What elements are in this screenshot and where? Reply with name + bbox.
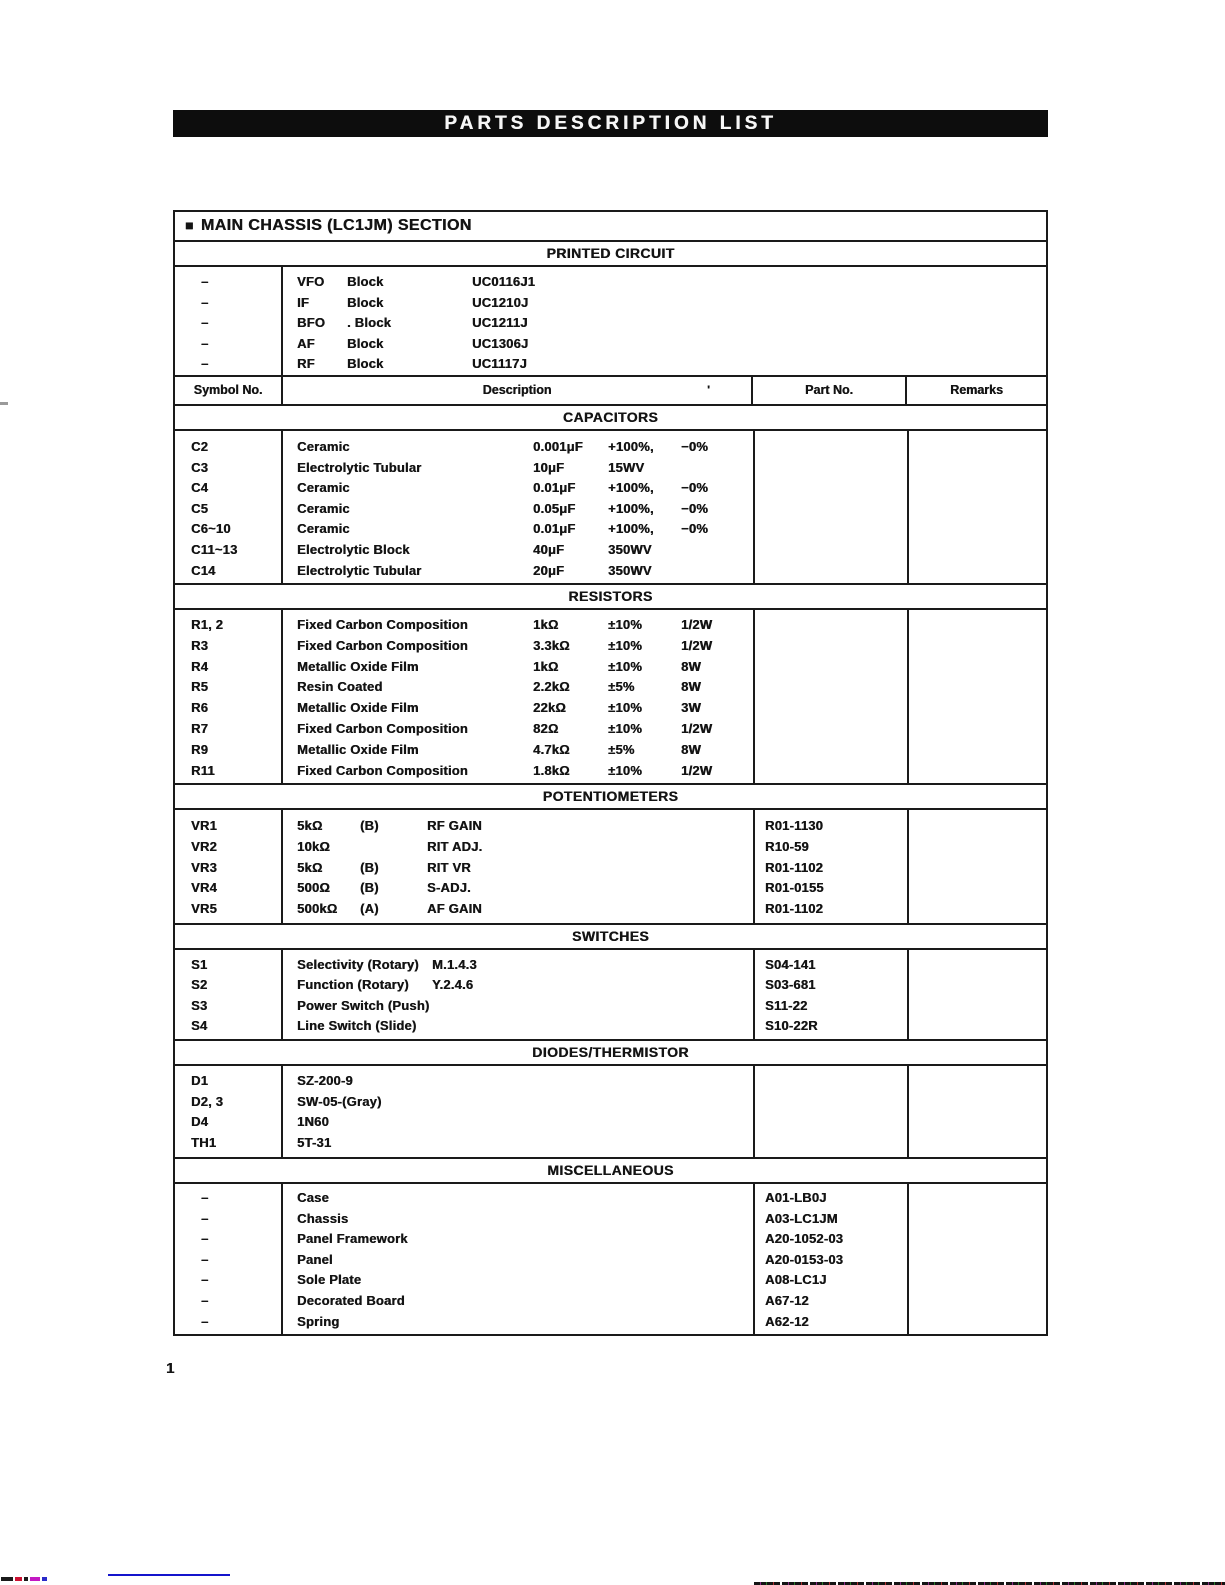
name-cell: Ceramic	[297, 521, 350, 537]
symbol-cell: R11	[191, 762, 215, 778]
type-cell: Block	[347, 335, 384, 351]
capacitors-block	[175, 431, 1046, 585]
table-row	[175, 615, 1046, 636]
value-cell: 82Ω	[533, 720, 559, 736]
edge-mark-artifact	[0, 402, 8, 405]
table-row	[175, 837, 1046, 858]
table-row	[175, 272, 1046, 293]
tol-cell: ±10%	[608, 658, 642, 674]
part-cell: R01-1130	[765, 818, 823, 833]
part-cell: S03-681	[765, 977, 816, 993]
table-row	[175, 1133, 1046, 1154]
symbol-cell: R5	[191, 679, 209, 695]
part-cell: R01-1102	[765, 901, 823, 917]
spec-cell: 350WV	[608, 541, 652, 557]
value-cell: 10μF	[533, 459, 565, 475]
name-cell: Case	[297, 1190, 329, 1205]
code-cell: Y.2.4.6	[432, 977, 474, 993]
table-row	[175, 1016, 1046, 1036]
watt-cell: 1/2W	[681, 617, 713, 632]
code-cell: UC1211J	[472, 315, 528, 330]
value-cell: 20μF	[533, 562, 565, 578]
tol-cell: ±10%	[608, 762, 642, 778]
value-cell: 500Ω	[297, 880, 330, 896]
symbol-cell: –	[201, 1292, 209, 1308]
label-cell: RIT VR	[427, 859, 471, 875]
value-cell: 2.2kΩ	[533, 679, 570, 695]
part-cell: R01-1102	[765, 859, 823, 875]
name-cell: Panel	[297, 1251, 333, 1267]
name-cell: Ceramic	[297, 500, 350, 516]
symbol-cell: –	[201, 1272, 209, 1288]
value-cell: 1kΩ	[533, 658, 559, 674]
taper-cell: (B)	[360, 859, 379, 875]
name-cell: Metallic Oxide Film	[297, 741, 419, 757]
label-cell: S-ADJ.	[427, 880, 471, 896]
part-cell: R01-0155	[765, 880, 824, 896]
table-row	[175, 1229, 1046, 1250]
name-cell: Function (Rotary)	[297, 977, 409, 993]
part-cell: A62-12	[765, 1313, 809, 1329]
table-row	[175, 698, 1046, 719]
symbol-cell: C5	[191, 500, 209, 516]
spec-cell: 15WV	[608, 459, 645, 475]
name-cell: Spring	[297, 1313, 340, 1329]
symbol-cell: C2	[191, 439, 209, 454]
name-cell: IF	[297, 294, 309, 310]
table-row	[175, 334, 1046, 355]
symbol-cell: –	[201, 335, 209, 351]
page-title: PARTS DESCRIPTION LIST	[173, 110, 1048, 137]
symbol-cell: C4	[191, 480, 209, 496]
type-cell: . Block	[347, 315, 392, 330]
symbol-cell: –	[201, 274, 209, 289]
part-cell: A03-LC1JM	[765, 1210, 838, 1226]
tol-cell: ±10%	[608, 700, 642, 716]
table-row	[175, 677, 1046, 698]
table-row	[175, 740, 1046, 761]
part-cell: S10-22R	[765, 1018, 818, 1034]
description-header-label: Description	[482, 383, 552, 397]
watt-cell: 8W	[681, 679, 701, 695]
section-title-label: MAIN CHASSIS (LC1JM) SECTION	[200, 217, 472, 234]
name-cell: Electrolytic Block	[297, 541, 410, 557]
blue-underline-artifact	[108, 1574, 230, 1576]
value-cell: 22kΩ	[533, 700, 566, 716]
name-cell: Fixed Carbon Composition	[297, 720, 468, 736]
table-row	[175, 996, 1046, 1016]
corner-mark	[30, 1577, 40, 1581]
table-row	[175, 1270, 1046, 1291]
name-cell: Panel Framework	[297, 1231, 408, 1247]
table-row	[175, 858, 1046, 879]
symbol-cell: VR3	[191, 859, 217, 875]
spec-cell: +100%,	[608, 480, 654, 496]
name-cell: Fixed Carbon Composition	[297, 762, 468, 778]
tol-cell: ±10%	[608, 637, 642, 653]
switches-block	[175, 950, 1046, 1041]
table-row	[175, 878, 1046, 899]
spec-cell: +100%,	[608, 500, 654, 516]
code-cell: M.1.4.3	[432, 957, 477, 972]
watt-cell: 1/2W	[681, 720, 713, 736]
label-cell: RF GAIN	[427, 818, 482, 833]
type-cell: Block	[347, 356, 384, 371]
watt-cell: 1/2W	[681, 762, 713, 778]
part-cell: R10-59	[765, 838, 809, 854]
value-cell: 500kΩ	[297, 901, 338, 917]
symbol-cell: R9	[191, 741, 209, 757]
tol-cell: ±10%	[608, 720, 642, 736]
value-cell: 5kΩ	[297, 859, 323, 875]
code-cell: UC1117J	[472, 356, 527, 371]
spec-cell: +100%,	[608, 521, 654, 537]
code-cell: UC0116J1	[472, 274, 536, 289]
value-cell: 5kΩ	[297, 818, 323, 833]
watt-cell: 1/2W	[681, 637, 713, 653]
spec-cell: +100%,	[608, 439, 654, 454]
symbol-cell: –	[201, 1251, 209, 1267]
corner-mark	[1, 1577, 13, 1581]
taper-cell: (B)	[360, 880, 379, 896]
name-cell: Fixed Carbon Composition	[297, 637, 468, 653]
type-cell: Block	[347, 294, 384, 310]
scan-corner-marks-artifact	[1, 1577, 47, 1581]
symbol-cell: VR5	[191, 901, 217, 917]
table-row	[175, 478, 1046, 499]
value-cell: 10kΩ	[297, 838, 330, 854]
potentiometers-block	[175, 810, 1046, 925]
watt-cell: 8W	[681, 741, 701, 757]
symbol-cell: TH1	[191, 1134, 217, 1150]
symbol-cell: S1	[191, 957, 208, 972]
symbol-cell: VR2	[191, 838, 217, 854]
symbol-cell: VR4	[191, 880, 217, 896]
code-cell: UC1210J	[472, 294, 529, 310]
symbol-cell: R4	[191, 658, 209, 674]
table-row	[175, 1250, 1046, 1271]
symbol-cell: –	[201, 356, 209, 371]
spec-cell: 350WV	[608, 562, 652, 578]
description-column-header	[283, 377, 753, 404]
watt-cell: 3W	[681, 700, 701, 716]
table-row	[175, 499, 1046, 520]
label-cell: AF GAIN	[427, 901, 482, 917]
table-row	[175, 354, 1046, 375]
symbol-cell: –	[201, 1190, 209, 1205]
corner-mark	[24, 1577, 28, 1581]
table-row	[175, 975, 1046, 995]
tol-cell: ±5%	[608, 679, 635, 695]
symbol-cell: D1	[191, 1073, 209, 1088]
value-cell: 3.3kΩ	[533, 637, 570, 653]
band-switches: SWITCHES	[175, 925, 1046, 950]
table-row	[175, 313, 1046, 334]
table-row	[175, 437, 1046, 458]
table-row	[175, 561, 1046, 582]
name-cell: Resin Coated	[297, 679, 383, 695]
corner-mark	[42, 1577, 47, 1581]
name-cell: Line Switch (Slide)	[297, 1018, 417, 1034]
table-row	[175, 761, 1046, 782]
tol-cell: ±5%	[608, 741, 635, 757]
resistors-block	[175, 610, 1046, 785]
watt-cell: 8W	[681, 658, 701, 674]
band-potentiometers: POTENTIOMETERS	[175, 785, 1046, 810]
section-bullet-icon: ■	[185, 217, 194, 233]
symbol-cell: C6~10	[191, 521, 231, 537]
value-cell: 0.01μF	[533, 480, 576, 496]
remarks-column-header: Remarks	[950, 383, 1003, 397]
symbol-cell: VR1	[191, 818, 217, 833]
name-cell: Decorated Board	[297, 1292, 405, 1308]
band-printed-circuit: PRINTED CIRCUIT	[175, 242, 1046, 267]
spec2-cell: −0%	[681, 480, 708, 496]
spec2-cell: −0%	[681, 521, 708, 537]
symbol-cell: S4	[191, 1018, 208, 1034]
symbol-cell: R7	[191, 720, 209, 736]
table-row	[175, 899, 1046, 920]
symbol-cell: C3	[191, 459, 209, 475]
table-row	[175, 1092, 1046, 1113]
value-cell: 1kΩ	[533, 617, 559, 632]
part-cell: S11-22	[765, 997, 808, 1013]
spec2-cell: −0%	[681, 439, 708, 454]
table-row	[175, 1112, 1046, 1133]
symbol-cell: –	[201, 315, 209, 330]
name-cell: 1N60	[297, 1114, 329, 1130]
part-no-column-header: Part No.	[753, 377, 907, 404]
value-cell: 4.7kΩ	[533, 741, 570, 757]
symbol-cell: –	[201, 1313, 209, 1329]
value-cell: 0.05μF	[533, 500, 576, 516]
band-diodes-thermistor: DIODES/THERMISTOR	[175, 1041, 1046, 1066]
name-cell: Sole Plate	[297, 1272, 362, 1288]
symbol-cell: R3	[191, 637, 209, 653]
taper-cell: (B)	[360, 818, 379, 833]
name-cell: BFO	[297, 315, 326, 330]
table-row	[175, 293, 1046, 314]
name-cell: Power Switch (Push)	[297, 997, 430, 1013]
name-cell: 5T-31	[297, 1134, 332, 1150]
symbol-column-header: Symbol No.	[175, 377, 283, 404]
table-row	[175, 458, 1046, 479]
band-miscellaneous: MISCELLANEOUS	[175, 1159, 1046, 1184]
page-number: 1	[166, 1360, 175, 1377]
symbol-cell: C14	[191, 562, 216, 578]
printed-circuit-block	[175, 267, 1046, 377]
part-cell: S04-141	[765, 957, 816, 972]
symbol-cell: R1, 2	[191, 617, 224, 632]
symbol-cell: S3	[191, 997, 208, 1013]
stray-tick-mark: '	[707, 383, 710, 397]
name-cell: SW-05-(Gray)	[297, 1093, 382, 1109]
table-row	[175, 519, 1046, 540]
spec2-cell: −0%	[681, 500, 708, 516]
name-cell: Ceramic	[297, 439, 350, 454]
table-row	[175, 1312, 1046, 1333]
tol-cell: ±10%	[608, 617, 642, 632]
table-row	[175, 657, 1046, 678]
name-cell: Ceramic	[297, 480, 350, 496]
band-capacitors: CAPACITORS	[175, 406, 1046, 431]
name-cell: Electrolytic Tubular	[297, 562, 422, 578]
part-cell: A08-LC1J	[765, 1272, 827, 1288]
name-cell: Electrolytic Tubular	[297, 459, 422, 475]
value-cell: 0.001μF	[533, 439, 583, 454]
name-cell: SZ-200-9	[297, 1073, 353, 1088]
band-resistors: RESISTORS	[175, 585, 1046, 610]
label-cell: RIT ADJ.	[427, 838, 483, 854]
part-cell: A01-LB0J	[765, 1190, 827, 1205]
symbol-cell: D2, 3	[191, 1093, 224, 1109]
table-row	[175, 719, 1046, 740]
taper-cell: (A)	[360, 901, 379, 917]
name-cell: VFO	[297, 274, 325, 289]
diodes-thermistor-block	[175, 1066, 1046, 1159]
table-row	[175, 1209, 1046, 1230]
section-title	[175, 212, 1046, 242]
symbol-cell: –	[201, 1231, 209, 1247]
name-cell: Metallic Oxide Film	[297, 700, 419, 716]
symbol-cell: C11~13	[191, 541, 238, 557]
table-row	[175, 816, 1046, 837]
symbol-cell: D4	[191, 1114, 209, 1130]
table-row	[175, 1291, 1046, 1312]
part-cell: A20-1052-03	[765, 1231, 844, 1247]
table-row	[175, 636, 1046, 657]
table-row	[175, 1188, 1046, 1209]
part-cell: A20-0153-03	[765, 1251, 844, 1267]
symbol-cell: –	[201, 1210, 209, 1226]
name-cell: Selectivity (Rotary)	[297, 957, 419, 972]
value-cell: 0.01μF	[533, 521, 576, 537]
type-cell: Block	[347, 274, 384, 289]
column-header-row	[175, 377, 1046, 406]
symbol-cell: –	[201, 294, 209, 310]
name-cell: Chassis	[297, 1210, 349, 1226]
value-cell: 40μF	[533, 541, 565, 557]
miscellaneous-block	[175, 1184, 1046, 1334]
symbol-cell: S2	[191, 977, 208, 993]
table-row	[175, 1071, 1046, 1092]
table-row	[175, 540, 1046, 561]
name-cell: AF	[297, 335, 315, 351]
name-cell: RF	[297, 356, 315, 371]
name-cell: Fixed Carbon Composition	[297, 617, 468, 632]
symbol-cell: R6	[191, 700, 209, 716]
parts-table	[173, 210, 1048, 1336]
name-cell: Metallic Oxide Film	[297, 658, 419, 674]
corner-mark	[15, 1577, 22, 1581]
code-cell: UC1306J	[472, 335, 529, 351]
table-row	[175, 955, 1046, 975]
value-cell: 1.8kΩ	[533, 762, 570, 778]
part-cell: A67-12	[765, 1292, 809, 1308]
